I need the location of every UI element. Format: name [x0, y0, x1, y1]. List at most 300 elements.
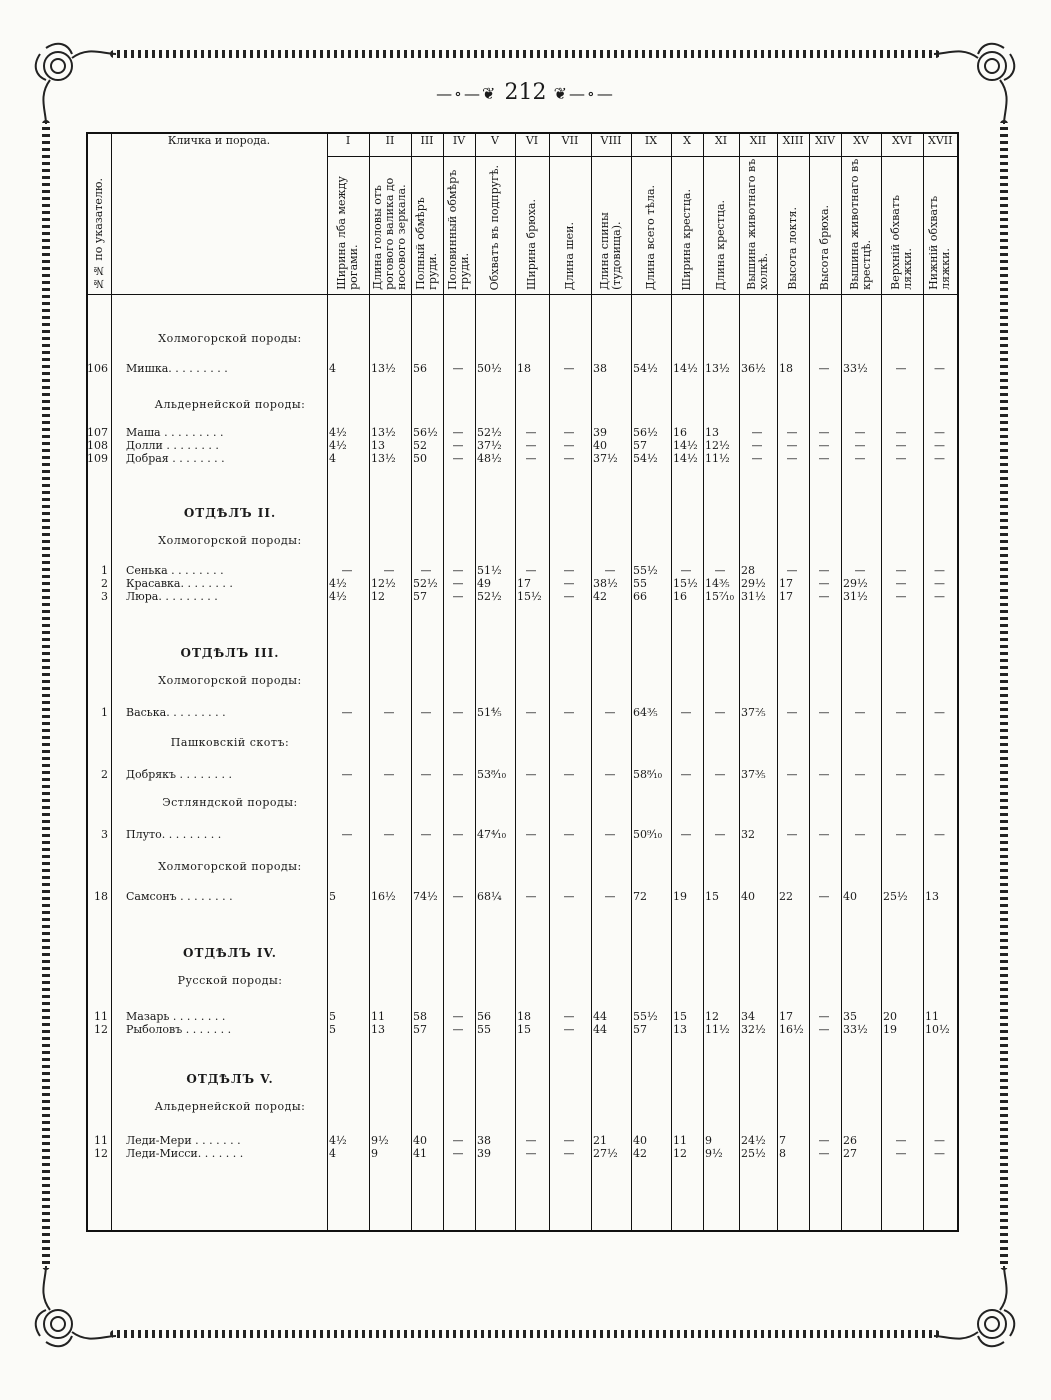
measure-value: 9½: [371, 1134, 389, 1147]
measure-value: —: [563, 426, 575, 439]
measure-value: 13: [925, 890, 939, 903]
measure-value: 53⁸⁄₁₀: [477, 768, 507, 781]
measure-value: 37⅖: [741, 706, 766, 719]
measure-value: —: [525, 1147, 537, 1160]
column-number-5: V: [475, 133, 515, 157]
row-index: 1: [101, 706, 108, 719]
breed-subheading: Холмогорской породы:: [158, 534, 302, 547]
frame-top-border: [110, 50, 940, 58]
measure-value: 31½: [741, 590, 766, 603]
measure-value: 66: [633, 590, 647, 603]
measure-value: 14⅗: [705, 577, 730, 590]
frame-bottom-border: [110, 1330, 940, 1338]
measure-value: —: [818, 890, 830, 903]
measure-value: —: [854, 452, 866, 465]
measure-value: —: [563, 1134, 575, 1147]
measure-value: 37½: [593, 452, 618, 465]
measure-value: 17: [517, 577, 531, 590]
animal-name: Маша . . . . . . . . .: [126, 426, 224, 439]
measure-value: 56: [477, 1010, 491, 1023]
measure-value: —: [751, 452, 763, 465]
measure-value: —: [563, 1147, 575, 1160]
animal-name: Леди-Мери . . . . . . .: [126, 1134, 241, 1147]
column-number-11: XI: [703, 133, 739, 157]
animal-name: Плуто. . . . . . . . .: [126, 828, 222, 841]
measure-value: 32½: [741, 1023, 766, 1036]
measure-value: 13: [673, 1023, 687, 1036]
measure-value: —: [854, 564, 866, 577]
measure-value: —: [452, 1147, 464, 1160]
measure-value: 27½: [593, 1147, 618, 1160]
measure-value: 17: [779, 1010, 793, 1023]
measure-value: 55: [633, 577, 647, 590]
measure-value: 52½: [477, 590, 502, 603]
measure-value: —: [452, 1134, 464, 1147]
measure-value: 14½: [673, 452, 698, 465]
measure-value: —: [452, 590, 464, 603]
measure-value: —: [818, 828, 830, 841]
left-flourish-icon: —∘—❦: [436, 84, 505, 103]
measure-value: —: [341, 768, 353, 781]
measure-value: 50⁹⁄₁₀: [633, 828, 663, 841]
row-index: 2: [101, 577, 108, 590]
measure-value: 5: [329, 890, 336, 903]
frame-left-border: [42, 120, 50, 1270]
measure-value: —: [341, 564, 353, 577]
measure-value: 35: [843, 1010, 857, 1023]
page-number-header: [0, 80, 1051, 105]
column-number-13: XIII: [777, 133, 809, 157]
measure-value: —: [604, 564, 616, 577]
measure-value: —: [604, 706, 616, 719]
measure-value: —: [895, 706, 907, 719]
measure-value: —: [818, 706, 830, 719]
measure-value: 51⅘: [477, 706, 502, 719]
measure-value: —: [563, 452, 575, 465]
measure-value: —: [452, 439, 464, 452]
measure-value: —: [341, 706, 353, 719]
measure-value: 56½: [633, 426, 658, 439]
measure-value: —: [818, 590, 830, 603]
measure-value: —: [854, 439, 866, 452]
measure-value: —: [604, 890, 616, 903]
measure-value: 13: [371, 439, 385, 452]
measure-value: 8: [779, 1147, 786, 1160]
measure-value: 47⁴⁄₁₀: [477, 828, 507, 841]
measure-value: 4½: [329, 577, 347, 590]
measure-value: —: [786, 828, 798, 841]
column-header-15: Вышина животнаго въ крестцѣ.: [841, 157, 881, 295]
section-heading: ОТДѢЛЪ III.: [180, 646, 280, 660]
animal-name: Васька. . . . . . . . .: [126, 706, 226, 719]
column-header-4: Половинный обмѣръ груди.: [443, 157, 475, 295]
measure-value: 24½: [741, 1134, 766, 1147]
measure-value: —: [934, 452, 945, 465]
measure-value: —: [818, 1147, 830, 1160]
measure-value: 4½: [329, 426, 347, 439]
measure-value: —: [895, 439, 907, 452]
measure-value: 4½: [329, 439, 347, 452]
measure-value: 28: [741, 564, 755, 577]
measure-value: 9: [371, 1147, 378, 1160]
measure-value: 4½: [329, 590, 347, 603]
measure-value: 15: [517, 1023, 531, 1036]
measure-value: —: [383, 828, 395, 841]
measure-value: —: [452, 426, 464, 439]
measure-value: 57: [413, 1023, 427, 1036]
measure-value: —: [818, 768, 830, 781]
row-index: 3: [101, 828, 108, 841]
measure-value: 12½: [371, 577, 396, 590]
measure-value: —: [854, 828, 866, 841]
measure-value: 39: [593, 426, 607, 439]
measure-value: 18: [779, 362, 793, 375]
measure-value: —: [895, 1147, 907, 1160]
table-row: [86, 890, 957, 903]
measure-value: 25½: [883, 890, 908, 903]
measure-value: —: [525, 426, 537, 439]
animal-name: Мишка. . . . . . . . .: [126, 362, 228, 375]
table-row: [86, 452, 957, 465]
measure-value: 31½: [843, 590, 868, 603]
measure-value: 32: [741, 828, 755, 841]
measure-value: —: [934, 590, 945, 603]
measure-value: —: [383, 564, 395, 577]
table-row: [86, 768, 957, 781]
measure-value: —: [934, 706, 945, 719]
table-row: [86, 426, 957, 439]
measure-value: —: [786, 564, 798, 577]
measure-value: —: [934, 1147, 945, 1160]
row-index: 3: [101, 590, 108, 603]
row-index: 18: [94, 890, 108, 903]
measure-value: 10½: [925, 1023, 950, 1036]
measure-value: 40: [633, 1134, 647, 1147]
measure-value: 15½: [517, 590, 542, 603]
column-number-9: IX: [631, 133, 671, 157]
measure-value: 27: [843, 1147, 857, 1160]
measure-value: 33½: [843, 1023, 868, 1036]
measure-value: 18: [517, 1010, 531, 1023]
table-row: [86, 590, 957, 603]
measure-value: 38: [593, 362, 607, 375]
measure-value: —: [895, 828, 907, 841]
measure-value: 4: [329, 452, 336, 465]
column-number-14: XIV: [809, 133, 841, 157]
measure-value: 40: [843, 890, 857, 903]
measure-value: —: [563, 890, 575, 903]
section-heading: ОТДѢЛЪ II.: [183, 506, 277, 520]
measure-value: 39: [477, 1147, 491, 1160]
index-column-header: №№ по указателю.: [87, 133, 111, 295]
measure-value: —: [786, 452, 798, 465]
measure-value: 40: [413, 1134, 427, 1147]
measure-value: —: [680, 828, 692, 841]
column-header-7: Длина шеи.: [549, 157, 591, 295]
measure-value: —: [751, 439, 763, 452]
measure-value: —: [934, 362, 945, 375]
animal-name: Долли . . . . . . . .: [126, 439, 219, 452]
measure-value: 11: [371, 1010, 385, 1023]
animal-name: Самсонъ . . . . . . . .: [126, 890, 233, 903]
measure-value: 29½: [741, 577, 766, 590]
column-number-8: VIII: [591, 133, 631, 157]
measure-value: —: [452, 1010, 464, 1023]
row-index: 106: [87, 362, 108, 375]
measure-value: 26: [843, 1134, 857, 1147]
measure-value: 16½: [779, 1023, 804, 1036]
measure-value: 12½: [705, 439, 730, 452]
measure-value: —: [786, 706, 798, 719]
measure-value: —: [563, 706, 575, 719]
measure-value: 37⅗: [741, 768, 766, 781]
measure-value: 42: [633, 1147, 647, 1160]
measure-value: 57: [413, 590, 427, 603]
measure-value: —: [934, 564, 945, 577]
measure-value: 50: [413, 452, 427, 465]
measure-value: —: [854, 768, 866, 781]
measure-value: —: [525, 890, 537, 903]
column-number-17: XVII: [923, 133, 958, 157]
column-number-15: XV: [841, 133, 881, 157]
column-header-2: Длина головы отъ рогового валика до носового зеркала.: [369, 157, 411, 295]
measure-value: —: [525, 706, 537, 719]
measure-value: 13: [705, 426, 719, 439]
breed-subheading: Холмогорской породы:: [158, 332, 302, 345]
measure-value: 13½: [371, 426, 396, 439]
table-row: [86, 1023, 957, 1036]
measure-value: 54½: [633, 362, 658, 375]
breed-subheading: Холмогорской породы:: [158, 860, 302, 873]
measure-value: —: [452, 828, 464, 841]
column-header-9: Длина всего тѣла.: [631, 157, 671, 295]
measure-value: —: [895, 426, 907, 439]
measure-value: —: [895, 768, 907, 781]
section-heading: ОТДѢЛЪ V.: [186, 1072, 274, 1086]
page-number: 212: [504, 80, 547, 105]
measure-value: 12: [673, 1147, 687, 1160]
column-number-6: VI: [515, 133, 549, 157]
breed-subheading: Альдернейской породы:: [154, 398, 306, 411]
measure-value: —: [452, 564, 464, 577]
column-number-2: II: [369, 133, 411, 157]
measure-value: —: [383, 768, 395, 781]
measure-value: —: [525, 439, 537, 452]
table-row: [86, 439, 957, 452]
measure-value: —: [420, 706, 432, 719]
measure-value: —: [934, 577, 945, 590]
column-header-11: Длина крестца.: [703, 157, 739, 295]
measure-value: —: [383, 706, 395, 719]
measure-value: —: [452, 452, 464, 465]
measure-value: —: [525, 768, 537, 781]
measure-value: —: [714, 706, 726, 719]
column-number-4: IV: [443, 133, 475, 157]
breed-subheading: Альдернейской породы:: [154, 1100, 306, 1113]
column-number-16: XVI: [881, 133, 923, 157]
animal-name: Люра. . . . . . . . .: [126, 590, 218, 603]
measure-value: 42: [593, 590, 607, 603]
measure-value: 5: [329, 1010, 336, 1023]
measure-value: —: [895, 362, 907, 375]
column-header-1: Ширина лба между рогами.: [327, 157, 369, 295]
corner-ornament-icon: [932, 1264, 1022, 1354]
row-index: 11: [94, 1134, 108, 1147]
measure-value: 38: [477, 1134, 491, 1147]
measure-value: —: [680, 706, 692, 719]
measure-value: —: [452, 362, 464, 375]
table-row: [86, 706, 957, 719]
measure-value: 4: [329, 1147, 336, 1160]
measure-value: —: [854, 706, 866, 719]
measure-value: 29½: [843, 577, 868, 590]
measure-value: —: [818, 426, 830, 439]
measure-value: 64⅗: [633, 706, 658, 719]
measure-value: —: [895, 577, 907, 590]
measure-value: 15: [673, 1010, 687, 1023]
measure-value: 37½: [477, 439, 502, 452]
measure-value: 51½: [477, 564, 502, 577]
measure-value: —: [452, 1023, 464, 1036]
measure-value: —: [786, 426, 798, 439]
measure-value: —: [525, 828, 537, 841]
measure-value: —: [563, 768, 575, 781]
row-index: 11: [94, 1010, 108, 1023]
measure-value: 11½: [705, 1023, 730, 1036]
measure-value: 14½: [673, 362, 698, 375]
measure-value: 55: [477, 1023, 491, 1036]
measure-value: —: [452, 706, 464, 719]
animal-name: Добрая . . . . . . . .: [126, 452, 225, 465]
measure-value: 9: [705, 1134, 712, 1147]
measure-value: —: [934, 439, 945, 452]
table-row: [86, 577, 957, 590]
measure-value: —: [818, 362, 830, 375]
breed-subheading: Холмогорской породы:: [158, 674, 302, 687]
measure-value: —: [563, 439, 575, 452]
measure-value: 13½: [371, 452, 396, 465]
measure-value: 4½: [329, 1134, 347, 1147]
measure-value: —: [818, 577, 830, 590]
measure-value: —: [934, 768, 945, 781]
measure-value: —: [786, 768, 798, 781]
measure-value: 11: [925, 1010, 939, 1023]
column-header-5: Обхватъ въ подпругѣ.: [475, 157, 515, 295]
measure-value: —: [563, 1010, 575, 1023]
measure-value: —: [563, 1023, 575, 1036]
column-header-13: Высота локтя.: [777, 157, 809, 295]
measure-value: —: [818, 452, 830, 465]
measure-value: —: [452, 577, 464, 590]
measure-value: 19: [673, 890, 687, 903]
column-header-10: Ширина крестца.: [671, 157, 703, 295]
column-header-16: Верхній обхватъ ляжки.: [881, 157, 923, 295]
measure-value: 57: [633, 1023, 647, 1036]
row-index: 109: [87, 452, 108, 465]
measure-value: 19: [883, 1023, 897, 1036]
measure-value: 54½: [633, 452, 658, 465]
animal-name: Сенька . . . . . . . .: [126, 564, 224, 577]
measure-value: —: [818, 564, 830, 577]
measure-value: 48½: [477, 452, 502, 465]
measure-value: —: [895, 452, 907, 465]
measure-value: 40: [741, 890, 755, 903]
column-number-3: III: [411, 133, 443, 157]
measure-value: 52: [413, 439, 427, 452]
column-header-14: Высота брюха.: [809, 157, 841, 295]
measure-value: —: [452, 890, 464, 903]
name-column-header: Кличка и порода.: [111, 133, 327, 295]
measure-value: —: [895, 590, 907, 603]
measure-value: —: [714, 828, 726, 841]
animal-name: Рыболовъ . . . . . . .: [126, 1023, 232, 1036]
table-row: [86, 564, 957, 577]
measure-value: —: [751, 426, 763, 439]
row-index: 12: [94, 1023, 108, 1036]
measure-value: —: [604, 828, 616, 841]
table-body-rows: [86, 296, 957, 1226]
measure-value: 25½: [741, 1147, 766, 1160]
measure-value: 14½: [673, 439, 698, 452]
measure-value: 11: [673, 1134, 687, 1147]
measure-value: 74½: [413, 890, 438, 903]
measure-value: —: [818, 1023, 830, 1036]
measure-value: 33½: [843, 362, 868, 375]
measure-value: —: [563, 362, 575, 375]
table-row: [86, 1147, 957, 1160]
table-row: [86, 828, 957, 841]
measure-value: 15⁷⁄₁₀: [705, 590, 735, 603]
measure-value: 4: [329, 362, 336, 375]
measure-value: —: [604, 768, 616, 781]
measure-value: —: [420, 768, 432, 781]
measure-value: —: [563, 828, 575, 841]
corner-ornament-icon: [28, 1264, 118, 1354]
column-header-8: Длина спины (тудовища).: [591, 157, 631, 295]
measure-value: —: [420, 564, 432, 577]
measure-value: 20: [883, 1010, 897, 1023]
animal-name: Леди-Мисси. . . . . . .: [126, 1147, 244, 1160]
measure-value: 52½: [477, 426, 502, 439]
animal-name: Красавка. . . . . . . .: [126, 577, 233, 590]
row-index: 108: [87, 439, 108, 452]
measure-value: —: [680, 564, 692, 577]
measure-value: 58: [413, 1010, 427, 1023]
measure-value: 44: [593, 1010, 607, 1023]
measure-value: —: [714, 564, 726, 577]
animal-name: Добрякъ . . . . . . . .: [126, 768, 232, 781]
column-number-7: VII: [549, 133, 591, 157]
measure-value: 50½: [477, 362, 502, 375]
column-header-6: Ширина брюха.: [515, 157, 549, 295]
measure-value: 12: [705, 1010, 719, 1023]
measure-value: 15½: [673, 577, 698, 590]
column-header-12: Вышина животнаго въ холкѣ.: [739, 157, 777, 295]
section-heading: ОТДѢЛЪ IV.: [183, 946, 277, 960]
measure-value: —: [895, 564, 907, 577]
measure-value: 22: [779, 890, 793, 903]
measure-value: —: [818, 1010, 830, 1023]
measure-value: 56: [413, 362, 427, 375]
measure-value: —: [525, 1134, 537, 1147]
measure-value: —: [680, 768, 692, 781]
measure-value: 49: [477, 577, 491, 590]
breed-subheading: Русской породы:: [177, 974, 283, 987]
column-header-17: Нижній обхватъ ляжки.: [923, 157, 958, 295]
measure-value: 17: [779, 577, 793, 590]
row-index: 1: [101, 564, 108, 577]
table-row: [86, 1134, 957, 1147]
